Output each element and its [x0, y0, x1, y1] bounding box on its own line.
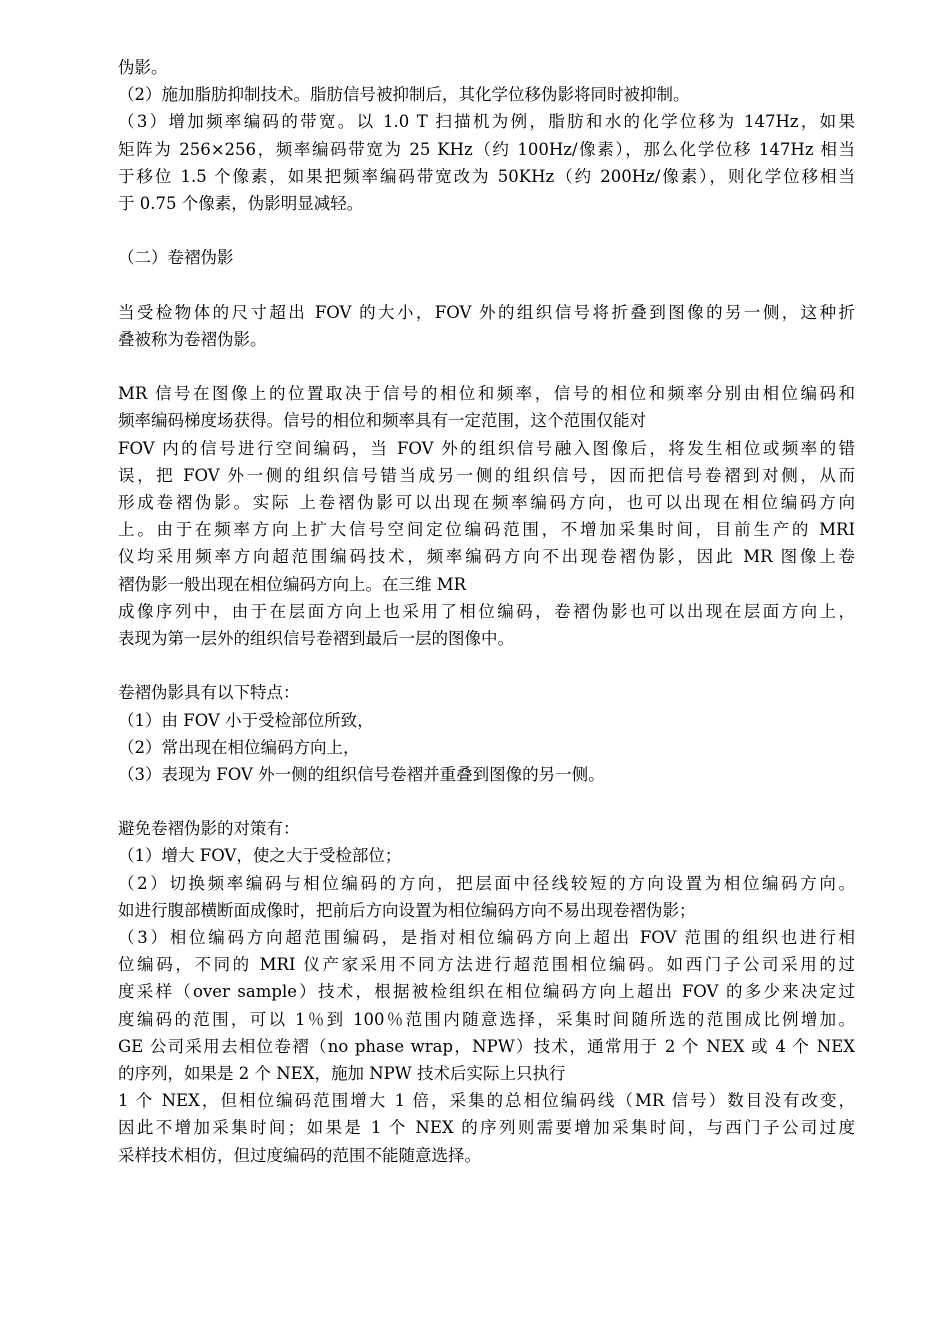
- text-line: 频率编码梯度场获得。信号的相位和频率具有一定范围，这个范围仅能对: [118, 411, 646, 431]
- text-line: （2）切换频率编码与相位编码的方向，把层面中径线较短的方向设置为相位编码方向。: [118, 873, 855, 893]
- text-line: 叠被称为卷褶伪影。: [118, 329, 267, 349]
- text-line: 的序列，如果是 2 个 NEX，施加 NPW 技术后实际上只执行: [118, 1063, 566, 1083]
- text-line: （3）表现为 FOV 外一侧的组织信号卷褶并重叠到图像的另一侧。: [118, 764, 605, 784]
- text-line: 于 0.75 个像素，伪影明显减轻。: [118, 193, 364, 213]
- text-line: （2）施加脂肪抑制技术。脂肪信号被抑制后，其化学位移伪影将同时被抑制。: [118, 85, 690, 105]
- text-line: 形成卷褶伪影。实际 上卷褶伪影可以出现在频率编码方向，也可以出现在相位编码方向: [118, 493, 855, 512]
- blank-line: [118, 217, 855, 244]
- text-line: 伪影。: [118, 58, 168, 77]
- text-line: 表现为第一层外的组织信号卷褶到最后一层的图像中。: [118, 628, 514, 648]
- document-body: [118, 54, 855, 1169]
- text-line: 当受检物体的尺寸超出 FOV 的大小，FOV 外的组织信号将折叠到图像的另一侧，这种折: [118, 302, 855, 322]
- text-line: FOV 内的信号进行空间编码，当 FOV 外的组织信号融入图像后，将发生相位或频率的错: [118, 438, 855, 458]
- text-line: （2）常出现在相位编码方向上，: [118, 737, 360, 757]
- text-line: 1 个 NEX，但相位编码范围增大 1 倍，采集的总相位编码线（MR 信号）数目没有改变，: [118, 1091, 855, 1111]
- text-line: 褶伪影一般出现在相位编码方向上。在三维 MR: [118, 574, 467, 594]
- text-line: 度编码的范围，可以 1％到 100％范围内随意选择，采集时间随所选的范围成比例增加。: [118, 1009, 855, 1029]
- text-line: 因此不增加采集时间；如果是 1 个 NEX 的序列则需要增加采集时间，与西门子公司过度: [118, 1118, 855, 1138]
- text-line: 矩阵为 256×256，频率编码带宽为 25 KHz（约 100Hz/像素），那么化学位移 147Hz 相当: [118, 139, 855, 159]
- text-line: 采样技术相仿，但过度编码的范围不能随意选择。: [118, 1145, 481, 1165]
- text-line: （1）增大 FOV，使之大于受检部位；: [118, 846, 402, 866]
- blank-line: [118, 652, 855, 679]
- text-line: （二）卷褶伪影: [118, 248, 234, 268]
- text-line: 避免卷褶伪影的对策有：: [118, 819, 300, 839]
- text-line: （3）增加频率编码的带宽。以 1.0 T 扫描机为例，脂肪和水的化学位移为 147Hz，如果: [118, 112, 855, 132]
- text-line: MR 信号在图像上的位置取决于信号的相位和频率，信号的相位和频率分别由相位编码和: [118, 384, 855, 404]
- text-line: （1）由 FOV 小于受检部位所致，: [118, 710, 374, 730]
- blank-line: [118, 788, 855, 815]
- text-line: 度采样（over sample）技术，根据被检组织在相位编码方向上超出 FOV 的多少来决定过: [118, 982, 855, 1002]
- text-line: GE 公司采用去相位卷褶（no phase wrap，NPW）技术，通常用于 2 个 NEX 或 4 个 NEX: [118, 1036, 855, 1056]
- text-line: 卷褶伪影具有以下特点：: [118, 683, 300, 703]
- text-line: 如进行腹部横断面成像时，把前后方向设置为相位编码方向不易出现卷褶伪影；: [118, 900, 696, 920]
- text-line: 仪均采用频率方向超范围编码技术，频率编码方向不出现卷褶伪影，因此 MR 图像上卷: [118, 547, 855, 567]
- blank-line: [118, 272, 855, 299]
- text-line: 上。由于在频率方向上扩大信号空间定位编码范围，不增加采集时间，目前生产的 MRI: [118, 520, 855, 540]
- text-line: 成像序列中，由于在层面方向上也采用了相位编码，卷褶伪影也可以出现在层面方向上，: [118, 601, 855, 621]
- text-line: 位编码，不同的 MRI 仪产家采用不同方法进行超范围相位编码。如西门子公司采用的过: [118, 955, 855, 975]
- text-line: 于移位 1.5 个像素，如果把频率编码带宽改为 50KHz（约 200Hz/像素），则化学位移相当: [118, 166, 855, 186]
- blank-line: [118, 353, 855, 380]
- text-line: （3）相位编码方向超范围编码，是指对相位编码方向上超出 FOV 范围的组织也进行相: [118, 928, 855, 947]
- text-line: 误，把 FOV 外一侧的组织信号错当成另一侧的组织信号，因而把信号卷褶到对侧，从而: [118, 465, 855, 485]
